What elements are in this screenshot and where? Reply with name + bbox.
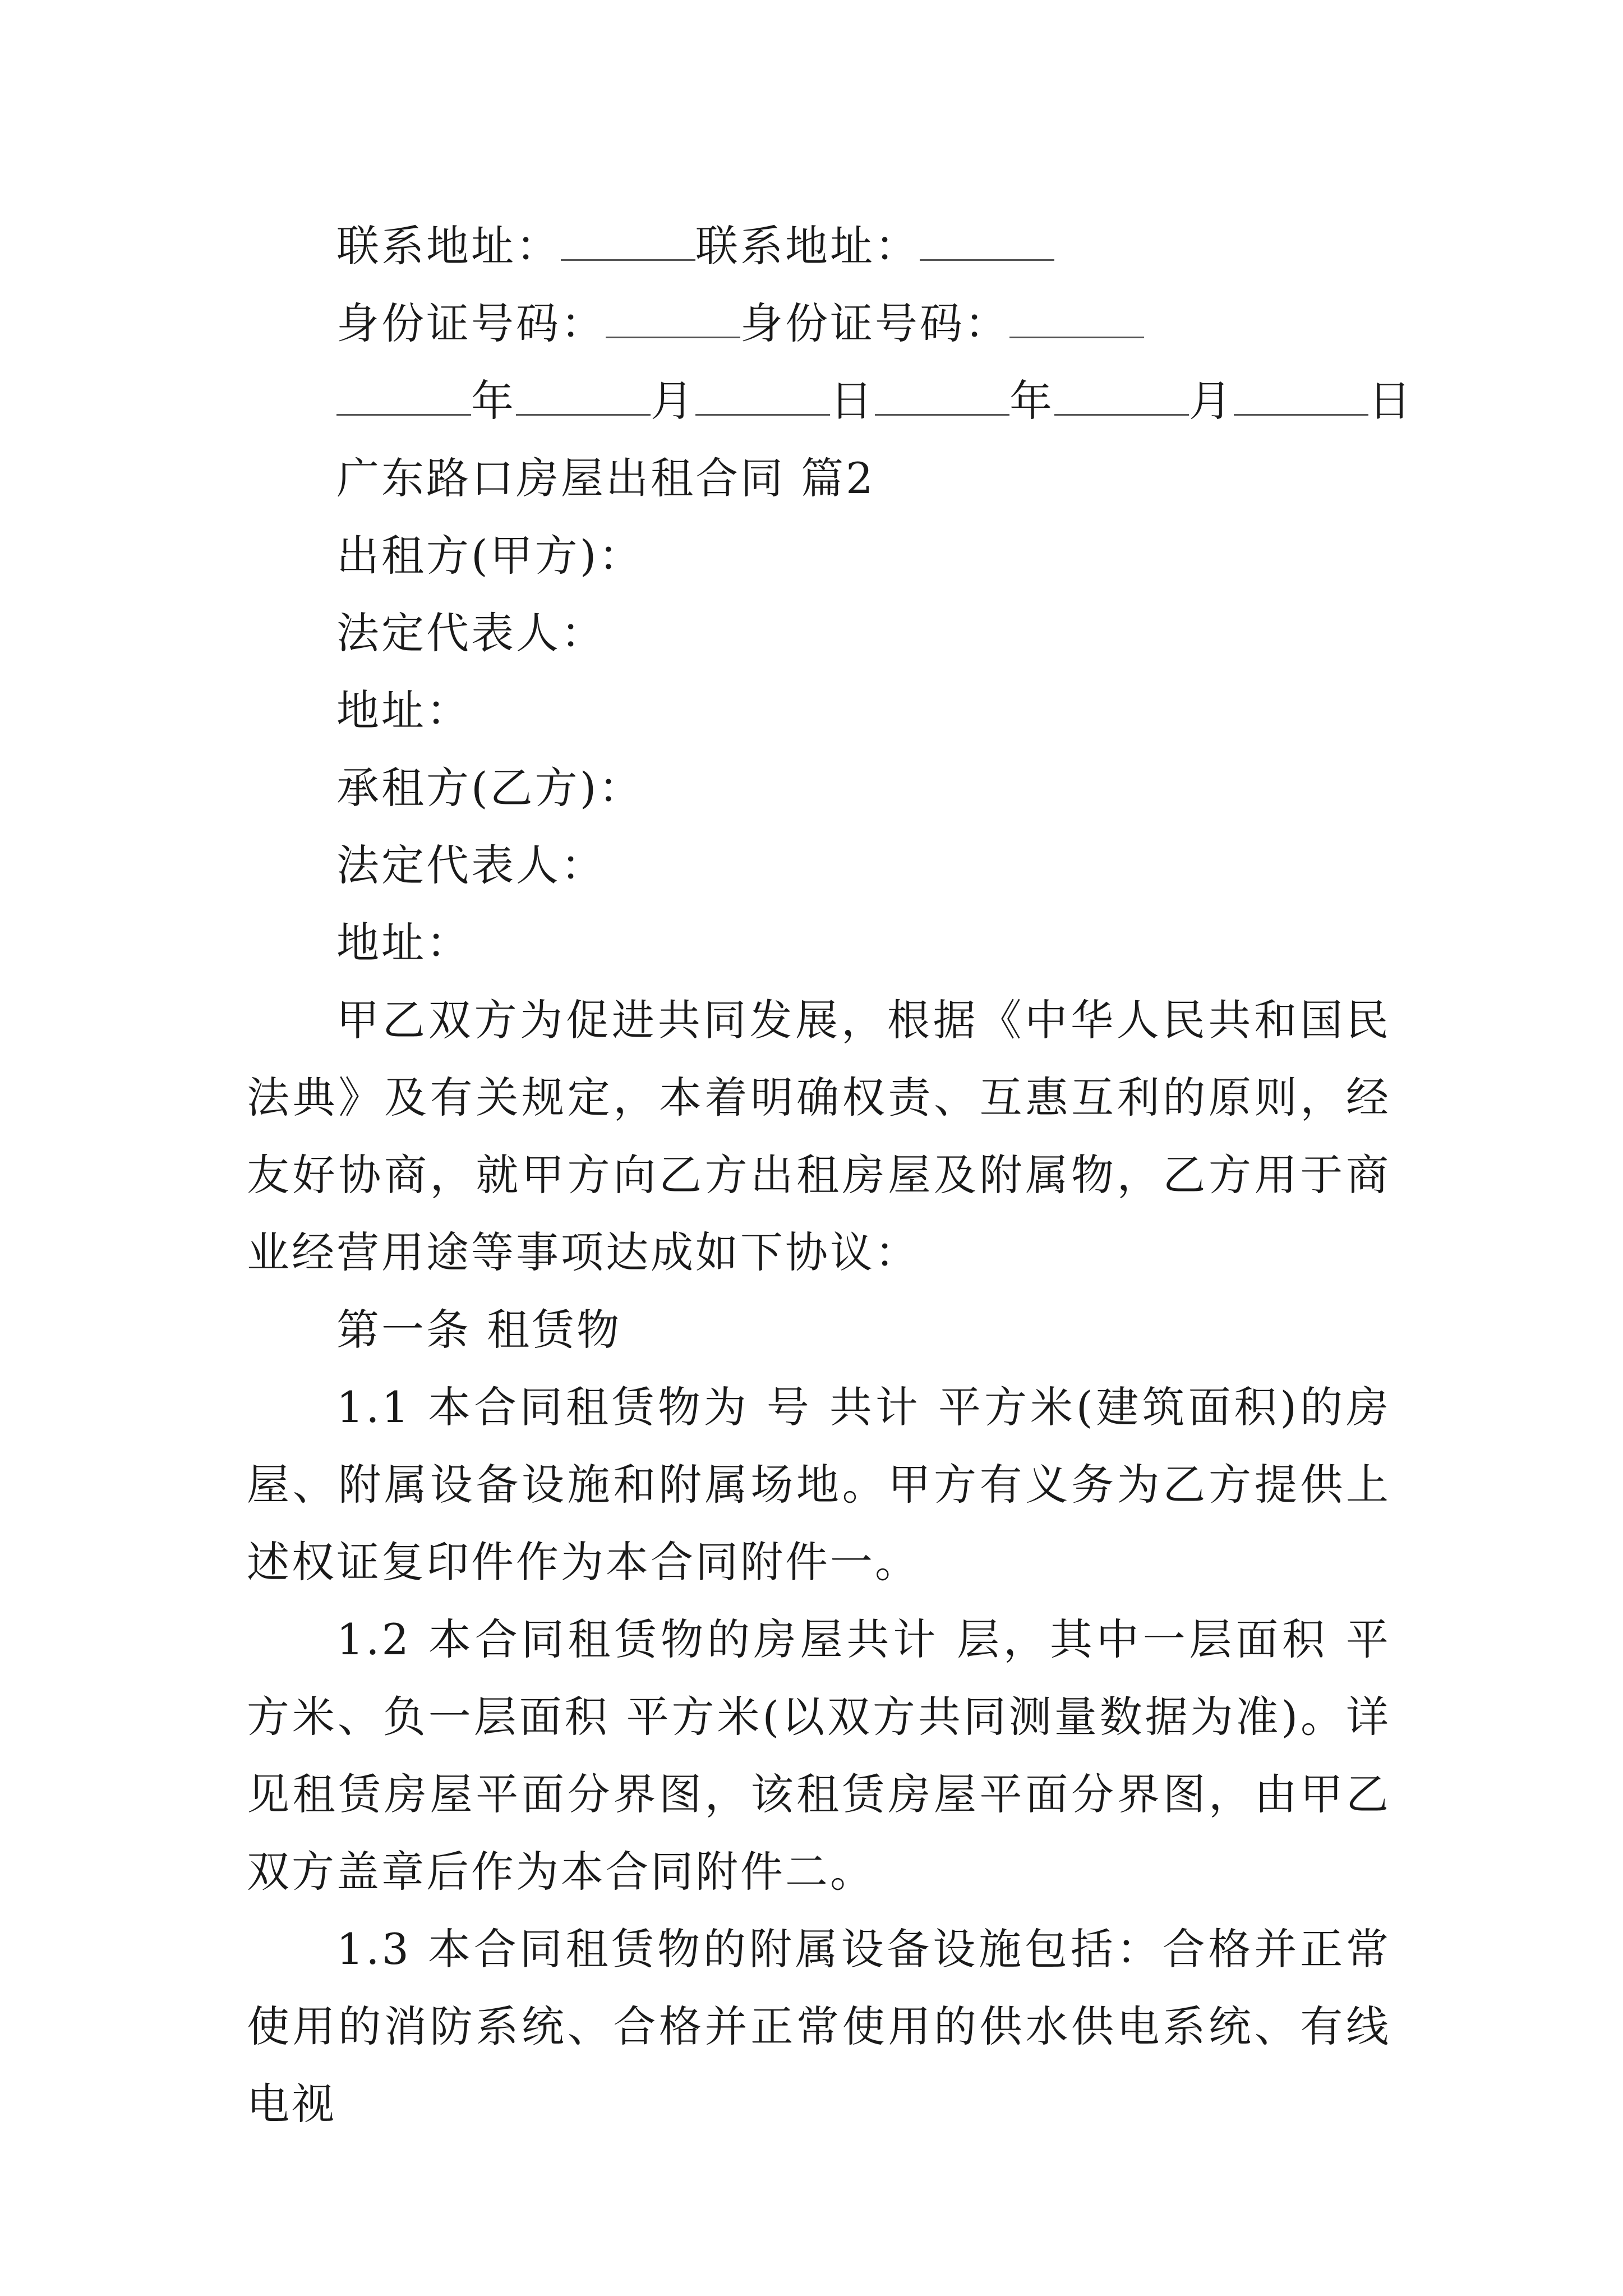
party-a-year-blank[interactable] [336,380,471,416]
clause-1-1: 1.1 本合同租赁物为 号 共计 平方米(建筑面积)的房屋、附属设备设施和附属场地。甲方有义务为乙方提供上述权证复印件作为本合同附件一。 [247,1382,1391,1587]
party-a-address-label: 联系地址： [336,221,561,271]
party-a-id-label: 身份证号码： [336,298,606,348]
article-1-title: 第一条 租赁物 [336,1305,622,1355]
party-b-id-label: 身份证号码： [740,298,1009,348]
party-a-address-blank[interactable] [561,226,695,261]
party-a-month-blank[interactable] [516,380,651,416]
party-b-address-blank[interactable] [920,226,1054,261]
day-label: 日 [830,376,875,426]
contract-title: 广东路口房屋出租合同 篇2 [336,453,875,503]
party-b-month-blank[interactable] [1054,380,1189,416]
signing-date-row [247,362,1413,440]
lessee-representative-label: 法定代表人： [336,840,606,890]
lessor-representative-label: 法定代表人： [336,608,606,658]
party-b-address-label: 联系地址： [695,221,920,271]
lessor-address-label: 地址： [336,685,471,735]
party-b-day-blank[interactable] [1234,380,1368,416]
party-b-year-blank[interactable] [875,380,1009,416]
party-a-id-blank[interactable] [606,303,740,338]
lessee-address-label: 地址： [336,918,471,968]
lessor-label: 出租方(甲方)： [336,531,644,581]
month-label: 月 [1189,376,1234,426]
year-label: 年 [471,376,516,426]
party-b-id-blank[interactable] [1009,303,1144,338]
preamble-paragraph: 甲乙双方为促进共同发展，根据《中华人民共和国民法典》及有关规定，本着明确权责、互惠互利的原则，经友好协商，就甲方向乙方出租房屋及附属物，乙方用于商业经营用途等事项达成如下协议： [247,995,1391,1277]
clause-1-3: 1.3 本合同租赁物的附属设备设施包括：合格并正常使用的消防系统、合格并正常使用的供水供电系统、有线电视 [247,1924,1391,2129]
month-label: 月 [651,376,695,426]
lessee-label: 承租方(乙方)： [336,763,644,813]
clause-1-2: 1.2 本合同租赁物的房屋共计 层，其中一层面积 平方米、负一层面积 平方米(以双方共同测量数据为准)。详见租赁房屋平面分界图，该租赁房屋平面分界图，由甲乙双方盖章后作为本合同附件二。 [247,1614,1391,1897]
id-number-row [247,285,1391,362]
year-label: 年 [1009,376,1054,426]
document-page [247,208,1413,2143]
party-a-day-blank[interactable] [695,380,830,416]
day-label: 日 [1368,376,1413,426]
contact-address-row [247,208,1391,285]
